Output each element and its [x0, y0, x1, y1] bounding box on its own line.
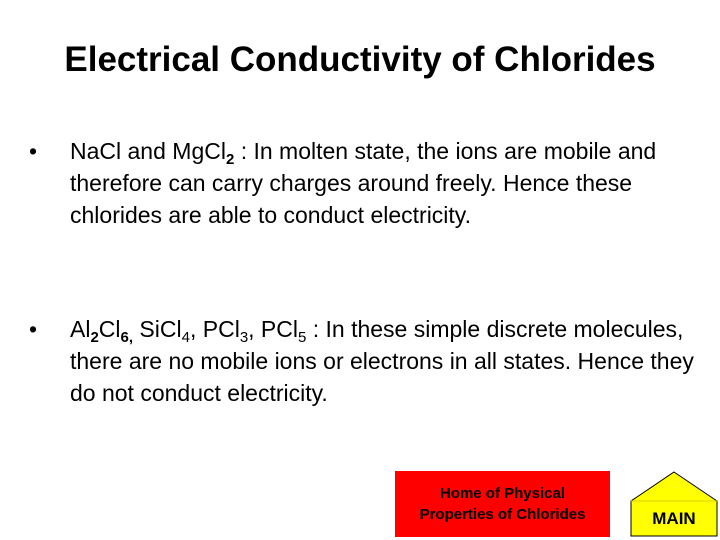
bullet-marker: •: [29, 316, 38, 342]
subscript: 5: [298, 329, 307, 346]
bullet-covalent-chlorides: [29, 313, 709, 409]
formula-part: Al: [70, 316, 91, 342]
bullet-text: [70, 135, 709, 231]
formula-part: Si: [133, 316, 160, 342]
subscript: 3: [239, 329, 249, 346]
formula-part: Cl: [204, 138, 226, 164]
formula-part: Cl: [98, 316, 121, 342]
bullet-body: : In these simple discrete molecules, there are no mobile ions or electrons in all states. Hence they do not conduct electricity.: [70, 316, 694, 406]
formula-part: , PCl: [248, 316, 298, 342]
home-button-line1: Home of Physical: [439, 485, 566, 502]
bullet-molten-chlorides: [29, 135, 709, 231]
bullet-marker: •: [29, 138, 38, 164]
bullet-text: [70, 313, 709, 409]
bullet-body: : In molten state, the ions are mobile and therefore can carry charges around freely. Hence these chlorides are able to conduct electricity.: [70, 138, 657, 228]
formula-part: Cl and Mg: [99, 138, 205, 164]
subscript: 2: [90, 329, 99, 346]
subscript: 6,: [120, 329, 134, 346]
main-button-label: MAIN: [652, 509, 696, 528]
slide-title: Electrical Conductivity of Chlorides: [64, 40, 656, 79]
home-physical-properties-button[interactable]: [394, 470, 610, 537]
main-button[interactable]: [630, 471, 718, 537]
formula-part: , PCl: [189, 316, 240, 342]
subscript: 2: [225, 151, 235, 168]
formula-part: Na: [70, 138, 100, 164]
formula-part: Cl: [159, 316, 182, 342]
subscript: 4: [181, 329, 190, 346]
home-button-line2: Properties of Chlorides: [419, 506, 586, 523]
